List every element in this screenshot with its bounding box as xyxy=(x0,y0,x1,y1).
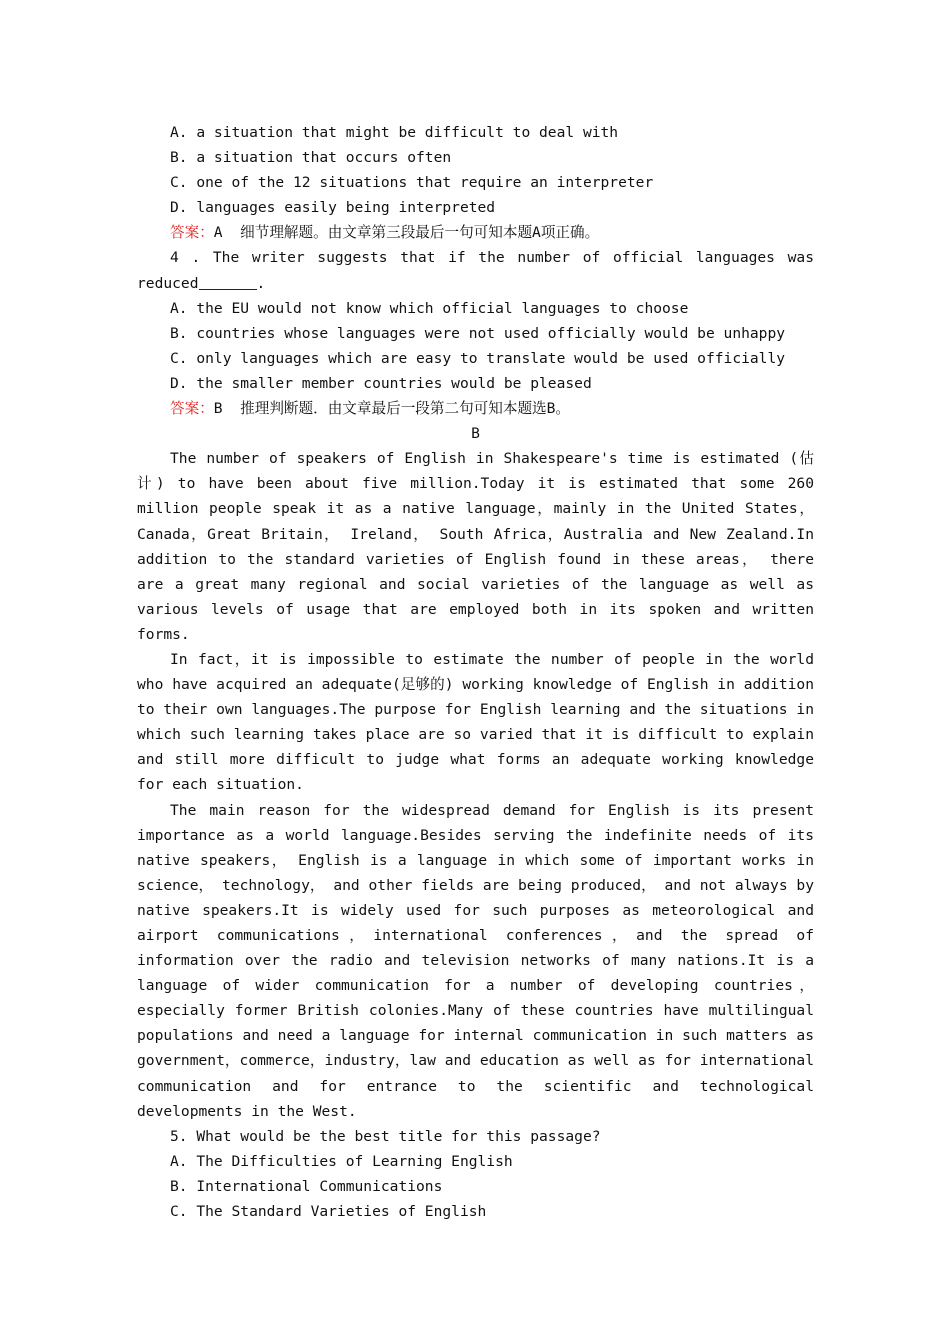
passage-paragraph-3: The main reason for the widespread demand for English is its present importance as a world language.Besides serving the indefinite needs of its native speakers， English is a language in which some of important works in science， technology， and other fields are being produced， and not always by native speakers.It is widely used for such purposes as meteorological and airport communications，international conferences，and the spread of information over the radio and television networks of many nations.It is a language of wider communication for a number of developing countries， especially former British colonies.Many of these countries have multilingual populations and need a language for internal communication in such matters as government，commerce，industry，law and education as well as for international communication and for entrance to the scientific and technological developments in the West. xyxy=(137,801,814,1120)
document-body xyxy=(137,120,814,1224)
q4-answer-text: B 推理判断题．由文章最后一段第二句可知本题选B。 xyxy=(213,400,571,418)
q3-option-d: D. languages easily being interpreted xyxy=(170,199,496,217)
q5-option-a: A. The Difficulties of Learning English xyxy=(170,1152,513,1170)
q4-stem-text: 4 . The writer suggests that if the number of official languages was reduced xyxy=(137,249,814,292)
q3-option-c: C. one of the 12 situations that require an interpreter xyxy=(170,174,654,192)
passage-paragraph-2: In fact，it is impossible to estimate the number of people in the world who have acquired an adequate(足够的) working knowledge of English in addition to their own languages.The purpose for English learning and the situations in which such learning takes place are so varied that it is difficult to explain and still more difficult to judge what forms an adequate working knowledge for each situation. xyxy=(137,650,814,794)
q4-answer xyxy=(137,396,814,421)
q4-option-d: D. the smaller member countries would be pleased xyxy=(170,374,592,392)
q4-option-c: C. only languages which are easy to translate would be used officially xyxy=(170,349,786,367)
passage-paragraph-1: The number of speakers of English in Shakespeare's time is estimated (估计) to have been about five million.Today it is estimated that some 260 million people speak it as a native language，mainly in the United States，Canada，Great Britain， Ireland， South Africa，Australia and New Zealand.In addition to the standard varieties of English found in these areas， there are a great many regional and social varieties of the language as well as various levels of usage that are employed both in its spoken and written forms. xyxy=(137,450,814,643)
q3-option-a: A. a situation that might be difficult to deal with xyxy=(170,124,619,141)
section-b-heading: B xyxy=(471,425,480,443)
q3-answer xyxy=(137,220,814,245)
q3-answer-text: A 细节理解题。由文章第三段最后一句可知本题A项正确。 xyxy=(213,224,600,242)
q4-option-b: B. countries whose languages were not used officially would be unhappy xyxy=(170,324,786,342)
q5-option-b: B. International Communications xyxy=(170,1177,443,1195)
q4-blank xyxy=(199,275,257,290)
q4-option-a: A. the EU would not know which official languages to choose xyxy=(170,299,689,317)
q5-option-c: C. The Standard Varieties of English xyxy=(170,1203,487,1221)
q4-stem xyxy=(137,245,814,295)
q4-stem-end: . xyxy=(256,274,266,292)
q3-option-b: B. a situation that occurs often xyxy=(170,149,452,167)
q4-answer-label: 答案： xyxy=(170,400,214,418)
q3-answer-label: 答案： xyxy=(170,224,214,242)
q5-stem: 5. What would be the best title for this passage? xyxy=(170,1127,601,1145)
